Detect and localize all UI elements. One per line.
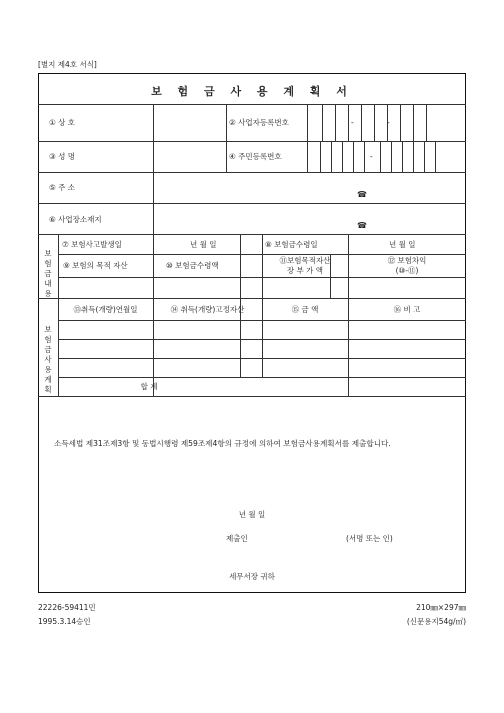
trade-name-label: ① 상 호 (49, 118, 75, 127)
col-acquisition-date: ⑬취득(개량)연월일 (73, 305, 138, 314)
reg-dash: - (387, 118, 390, 127)
rule (348, 104, 349, 141)
phone-icon: ☎ (357, 221, 367, 230)
rule (320, 141, 321, 172)
business-reg-label: ② 사업자등록번호 (229, 118, 289, 127)
location-label: ⑥ 사업장소재지 (49, 215, 102, 224)
insurance-section-label: 보험금내용 (44, 249, 52, 298)
target-asset-label: ⑨ 보험의 목적 자산 (63, 261, 128, 270)
paper-type: (신문용지54g/㎡) (406, 617, 466, 626)
rule (38, 172, 466, 173)
phone-icon: ☎ (357, 190, 367, 199)
rule (413, 141, 414, 172)
reg-dash: - (370, 152, 373, 161)
col-fixed-asset: ⑭ 취득(개량)고정자산 (170, 305, 245, 314)
rule (58, 234, 59, 396)
approval-date: 1995.3.14승인 (38, 617, 91, 626)
rule (400, 104, 401, 141)
total-label: 합 계 (140, 382, 158, 391)
rule (391, 141, 392, 172)
rule (38, 298, 466, 299)
rule (374, 104, 375, 141)
book-value-label-sub: 장 부 가 액 (286, 266, 324, 275)
rule (262, 234, 263, 254)
form-label: [별지 제4호 서식] (38, 60, 97, 69)
doc-code: 22226-59411민 (38, 603, 96, 612)
col-note: ⑯ 비 고 (393, 305, 421, 314)
rule (307, 104, 308, 172)
resident-reg-label: ④ 주민등록번호 (229, 152, 282, 161)
declaration-text: 소득세법 제31조제3항 및 동법시행령 제59조제4항의 규정에 의하여 보험금사용계획서를 제출합니다. (54, 439, 391, 448)
difference-label-sub: (⑩-⑪) (395, 266, 419, 275)
col-amount: ⑮ 금 액 (291, 305, 319, 314)
rule (38, 203, 466, 204)
paper-size: 210㎜×297㎜ (416, 603, 466, 612)
accident-date-label: ⑦ 보험사고발생일 (62, 240, 122, 249)
rule (342, 141, 343, 172)
rule (402, 141, 403, 172)
rule (38, 234, 466, 235)
name-label: ③ 성 명 (49, 152, 75, 161)
usage-section-label: 보험금사용계획 (44, 325, 52, 394)
sign-note: (서명 또는 인) (346, 534, 393, 543)
rule (226, 104, 227, 172)
reg-dash: - (351, 118, 354, 127)
signature-date: 년 월 일 (238, 510, 266, 519)
rule (153, 104, 154, 234)
rule (353, 141, 354, 172)
submitter-label: 제출인 (226, 534, 248, 543)
rule (426, 104, 427, 141)
rule (58, 377, 466, 378)
rule (364, 141, 365, 172)
address-label: ⑤ 주 소 (49, 183, 75, 192)
rule (153, 234, 154, 396)
rule (331, 141, 332, 172)
rule (380, 141, 381, 172)
rule (424, 141, 425, 172)
rule (435, 141, 436, 172)
form-title: 보 험 금 사 용 계 획 서 (151, 85, 353, 98)
rule (335, 104, 336, 141)
rule (38, 396, 466, 397)
book-value-label: ⑪보험목적자산 (279, 256, 331, 265)
addressee: 세무서장 귀하 (229, 572, 275, 581)
rule (38, 104, 466, 105)
receipt-date-value: 년 월 일 (389, 240, 416, 249)
difference-label: ⑫ 보험차익 (387, 256, 427, 265)
accident-date-value: 년 월 일 (190, 240, 217, 249)
rule (322, 104, 323, 141)
receipt-amount-label: ⑩ 보험금수령액 (166, 261, 219, 270)
rule (361, 104, 362, 141)
receipt-date-label: ⑧ 보험금수령일 (265, 240, 318, 249)
rule (413, 104, 414, 141)
